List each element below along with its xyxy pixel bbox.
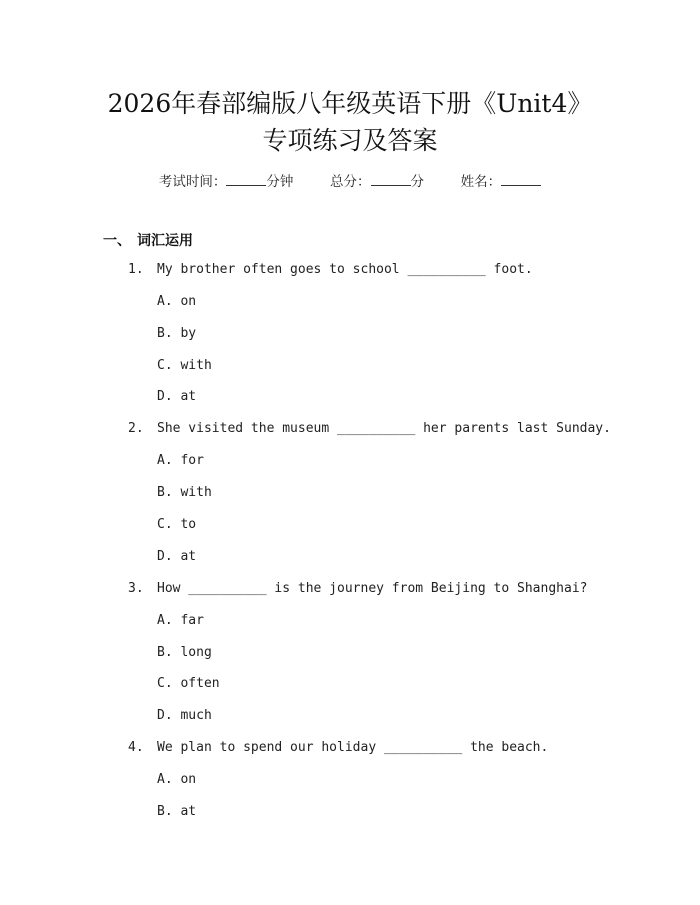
question-text: We plan to spend our holiday __________ the beach. bbox=[157, 740, 549, 755]
option-2c: C. to bbox=[157, 517, 197, 532]
question-3 bbox=[128, 581, 587, 596]
option-1b: B. by bbox=[157, 326, 197, 341]
time-label: 考试时间： bbox=[158, 174, 227, 190]
exam-info bbox=[0, 170, 700, 190]
option-3c: C. often bbox=[157, 676, 220, 691]
score-blank bbox=[371, 173, 411, 186]
option-4a: A. on bbox=[157, 772, 197, 787]
question-1 bbox=[128, 262, 533, 277]
question-number: 1. bbox=[128, 262, 144, 277]
question-text: My brother often goes to school __________ foot. bbox=[157, 262, 533, 277]
section-heading bbox=[103, 230, 193, 250]
option-3a: A. far bbox=[157, 613, 204, 628]
question-number: 3. bbox=[128, 581, 144, 596]
option-2b: B. with bbox=[157, 485, 212, 500]
time-unit: 分钟 bbox=[266, 174, 294, 190]
option-2d: D. at bbox=[157, 549, 197, 564]
option-1c: C. with bbox=[157, 358, 212, 373]
question-2 bbox=[128, 421, 611, 436]
question-text: How __________ is the journey from Beijing to Shanghai? bbox=[157, 581, 588, 596]
question-4 bbox=[128, 740, 548, 755]
score-label: 总分： bbox=[330, 174, 371, 190]
option-4b: B. at bbox=[157, 804, 197, 819]
option-1d: D. at bbox=[157, 389, 197, 404]
page-subtitle: 专项练习及答案 bbox=[262, 126, 438, 155]
option-3b: B. long bbox=[157, 645, 212, 660]
page-title: 2026年春部编版八年级英语下册《Unit4》 bbox=[107, 89, 593, 118]
name-blank bbox=[501, 173, 541, 186]
time-blank bbox=[226, 173, 266, 186]
option-3d: D. much bbox=[157, 708, 212, 723]
name-label: 姓名： bbox=[460, 174, 502, 190]
option-2a: A. for bbox=[157, 453, 204, 468]
question-number: 2. bbox=[128, 421, 144, 436]
option-1a: A. on bbox=[157, 294, 197, 309]
score-unit: 分 bbox=[410, 174, 424, 190]
section-title: 词汇运用 bbox=[137, 233, 193, 249]
section-number: 一、 bbox=[103, 233, 131, 249]
question-text: She visited the museum __________ her parents last Sunday. bbox=[157, 421, 611, 436]
question-number: 4. bbox=[128, 740, 144, 755]
